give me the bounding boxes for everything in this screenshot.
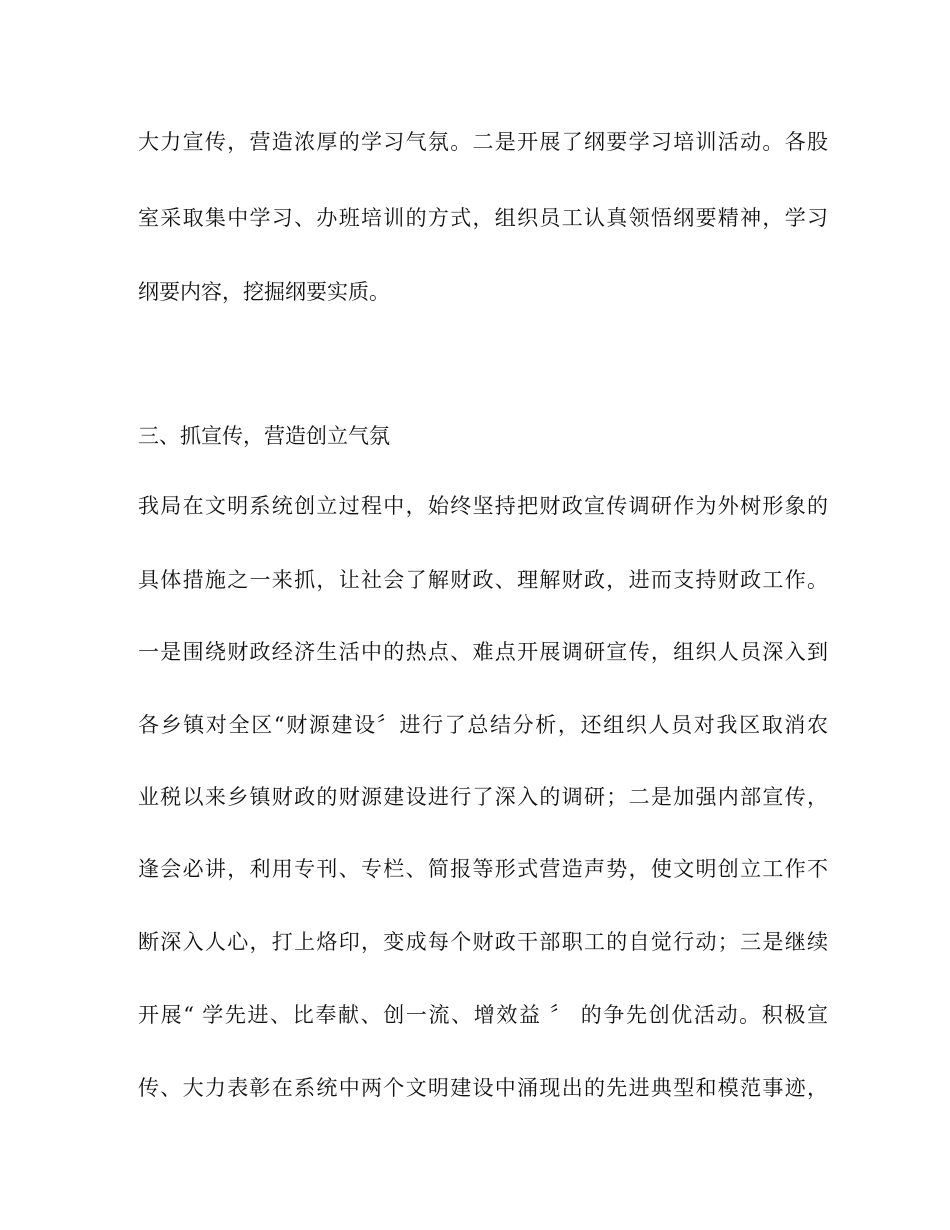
- paragraph-line: 逢会必讲，利用专刊、专栏、简报等形式营造声势，使文明创立工作不: [138, 857, 828, 881]
- paragraph-line: 大力宣传，营造浓厚的学习气氛。二是开展了纲要学习培训活动。各股: [138, 130, 828, 154]
- paragraph-line: 我局在文明系统创立过程中，始终坚持把财政宣传调研作为外树形象的: [138, 494, 828, 518]
- paragraph-line: 具体措施之一来抓，让社会了解财政、理解财政，进而支持财政工作。: [138, 568, 828, 592]
- paragraph-line: 开展“ 学先进、比奉献、创一流、增效益 〞 的争先创优活动。积极宣: [138, 1003, 828, 1027]
- paragraph-line: 业税以来乡镇财政的财源建设进行了深入的调研；二是加强内部宣传，: [138, 785, 828, 809]
- paragraph-line: 一是围绕财政经济生活中的热点、难点开展调研宣传，组织人员深入到: [138, 640, 828, 664]
- paragraph-line: 断深入人心，打上烙印，变成每个财政干部职工的自觉行动；三是继续: [138, 930, 828, 954]
- section-heading: 三、抓宣传，营造创立气氛: [138, 424, 390, 448]
- paragraph-line: 纲要内容，挖掘纲要实质。: [138, 280, 390, 304]
- paragraph-line: 室采取集中学习、办班培训的方式，组织员工认真领悟纲要精神，学习: [138, 206, 828, 230]
- paragraph-line: 传、大力表彰在系统中两个文明建设中涌现出的先进典型和模范事迹，: [138, 1076, 828, 1100]
- paragraph-line: 各乡镇对全区“财源建设〞进行了总结分析，还组织人员对我区取消农: [138, 713, 828, 737]
